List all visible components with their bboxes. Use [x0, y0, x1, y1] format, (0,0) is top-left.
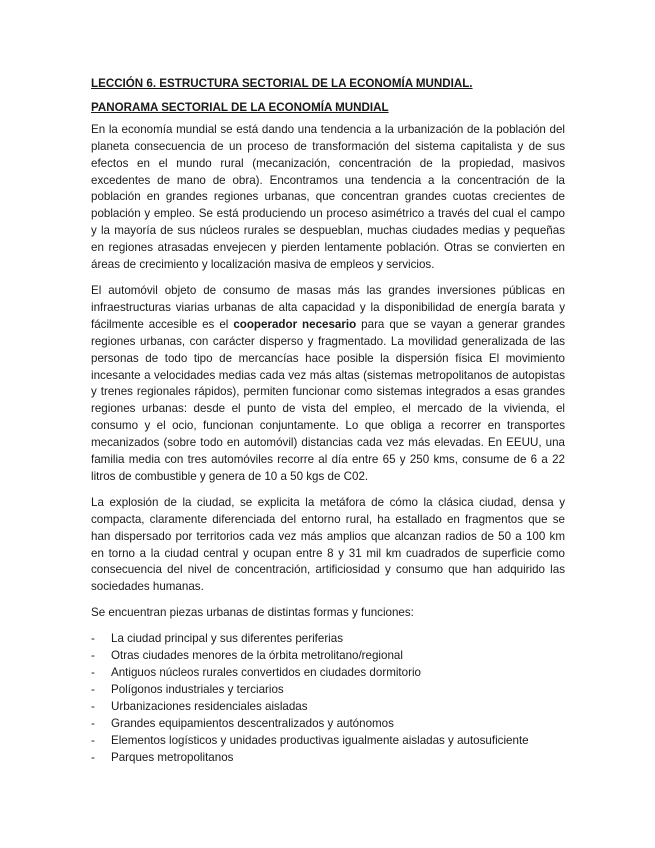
list-intro: Se encuentran piezas urbanas de distintas formas y funciones:: [91, 606, 414, 620]
list-item-text: Antiguos núcleos rurales convertidos en ciudades dormitorio: [111, 666, 421, 679]
list-item-text: Parques metropolitanos: [111, 750, 234, 764]
lesson-title: LECCIÓN 6. ESTRUCTURA SECTORIAL DE LA ECONOMÍA MUNDIAL.: [91, 77, 473, 90]
list-item: [91, 750, 565, 767]
list-item-text: Otras ciudades menores de la órbita metrolitano/regional: [111, 649, 403, 663]
list-item: [91, 665, 565, 682]
list-bullet: -: [91, 632, 95, 646]
section-title: PANORAMA SECTORIAL DE LA ECONOMÍA MUNDIAL: [91, 100, 389, 114]
list-bullet: -: [91, 649, 95, 663]
list-item-text: Grandes equipamientos descentralizados y autónomos: [111, 716, 394, 730]
list-bullet: -: [91, 682, 95, 696]
paragraph-urbanization: En la economía mundial se está dando una tendencia a la urbanización de la población del planeta consecuencia de un proceso de transformación del sistema capitalista y de sus efectos en el mundo rural (mecanización, concentración de la propiedad, masivos excedentes de mano de obra). Encontramos una tendencia a la concentración de la población en grandes regiones urbanas, que concentran grandes cuotas crecientes de población y empleo. Se está produciendo un proceso asimétrico a través del cual el campo y la mayoría de sus núcleos rurales se despueblan, muchas ciudades medias y pequeñas en regiones atrasadas envejecen y pierden lentamente población. Otras se convierten en áreas de crecimiento y localización masiva de empleos y servicios.: [91, 122, 565, 272]
list-item: [91, 631, 565, 648]
document-page: [91, 76, 565, 766]
list-item-text: Urbanizaciones residenciales aisladas: [111, 699, 308, 713]
bold-phrase: cooperador necesario: [233, 317, 357, 331]
paragraph-automobile-start: El automóvil objeto de consumo de masas más las grandes inversiones públicas en infraestructuras viarias urbanas de alta capacidad y la disponibilidad de energía barata y fácilmente accesible es el: [91, 283, 565, 331]
list-item: [91, 648, 565, 665]
list-bullet: -: [91, 750, 95, 764]
paragraph-automobile: [91, 283, 565, 486]
paragraph-city-explosion: La explosión de la ciudad, se explicita la metáfora de cómo la clásica ciudad, densa y compacta, claramente diferenciada del entorno rural, ha estallado en fragmentos que se han dispersado por territorios cada vez más amplios que alcanzan radios de 50 a 100 km en torno a la ciudad central y ocupan entre 8 y 31 mil km cuadrados de superficie como consecuencia del nivel de concentración, artificiosidad y consumo que han adquirido las sociedades humanas.: [91, 495, 565, 594]
list-bullet: -: [91, 666, 95, 679]
list-item: [91, 682, 565, 699]
list-item-text: Elementos logísticos y unidades productivas igualmente aisladas y autosuficiente: [111, 733, 529, 747]
list-bullet: -: [91, 733, 95, 747]
list-bullet: -: [91, 716, 95, 730]
list-item: [91, 733, 565, 750]
list-bullet: -: [91, 699, 95, 713]
list-item-text: Polígonos industriales y terciarios: [111, 682, 284, 696]
list-item: [91, 699, 565, 716]
list-item: [91, 716, 565, 733]
list-item-text: La ciudad principal y sus diferentes periferias: [111, 632, 343, 646]
paragraph-automobile-end: para que se vayan a generar grandes regiones urbanas, con carácter disperso y fragmentado. La movilidad generalizada de las personas de todo tipo de mercancías hace posible la dispersión física El movimiento incesante a velocidades medias cada vez más altas (sistemas metropolitanos de autopistas y trenes regionales rápidos), permiten funcionar como sistemas integrados a esas grandes regiones urbanas: desde el punto de vista del empleo, el mercado de la vivienda, el consumo y el ocio, funcionan conjuntamente. Lo que obliga a recorrer en transportes mecanizados (sobre todo en automóvil) distancias cada vez más elevadas. En EEUU, una familia media con tres automóviles recorre al día entre 65 y 250 kms, consume de 6 a 22 litros de combustible y genera de 10 a 50 kgs de C02.: [91, 317, 566, 483]
urban-pieces-list: [91, 631, 565, 766]
